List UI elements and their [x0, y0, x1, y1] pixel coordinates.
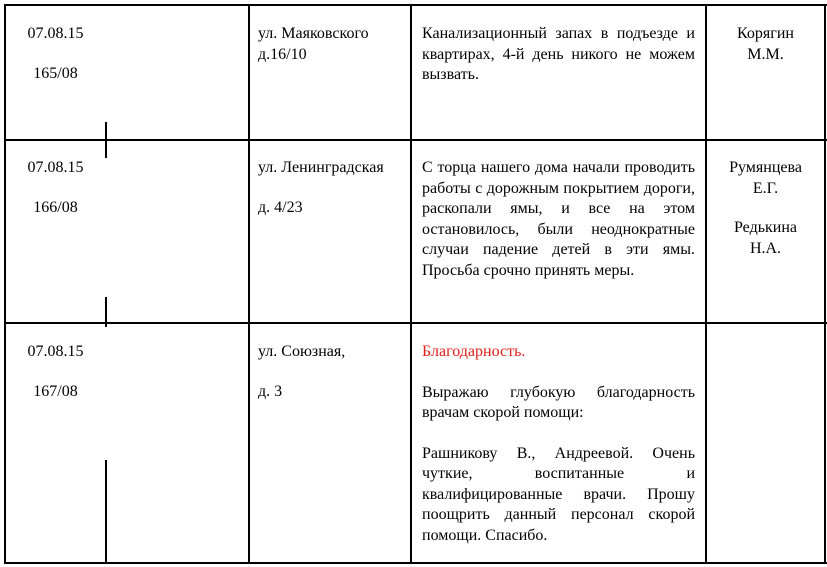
- message-cell: С торца нашего дома начали проводить работы с дорожным покрытием дороги, раскопали ямы, и все на этом остановилось, были неоднократные случаи падение детей в эти ямы. Просьба срочно принять меры.: [422, 159, 695, 279]
- table-row: [6, 24, 105, 84]
- column-divider: [105, 297, 107, 327]
- column-divider: [705, 4, 707, 564]
- column-divider: [105, 122, 107, 158]
- number-cell: 167/08: [33, 382, 78, 400]
- thanks-title: Благодарность.: [422, 343, 526, 360]
- column-divider: [410, 4, 412, 564]
- date-cell: 07.08.15: [27, 25, 84, 42]
- message-cell: Канализационный запах в подъезде и квартирах, 4-й день никого не можем вызвать.: [422, 25, 695, 83]
- message-cell: Благодарность. Выражаю глубокую благодарность врачам скорой помощи: Рашникову В., Андреевой. Очень чуткие, воспитанные и квалифицированные врачи. Прошу поощрить данный персонал скорой помощи. Спасибо.: [422, 343, 695, 544]
- author-cell: Румянцева Е.Г. Редькина Н.А.: [729, 159, 802, 257]
- table-row: [6, 158, 105, 218]
- table-border-bottom: [4, 562, 827, 564]
- table-border-left: [4, 4, 6, 564]
- address-cell: ул. Союзная, д. 3: [258, 343, 346, 400]
- author-cell: Корягин М.М.: [737, 25, 794, 63]
- table-border-top: [4, 4, 827, 6]
- date-cell: 07.08.15: [27, 343, 84, 360]
- number-cell: 166/08: [33, 198, 78, 216]
- address-cell: ул. Ленинградская д. 4/23: [258, 159, 384, 216]
- number-cell: 165/08: [33, 64, 78, 82]
- date-cell: 07.08.15: [27, 159, 84, 176]
- column-divider: [248, 4, 250, 564]
- table-row: [6, 342, 105, 402]
- address-cell: ул. Маяковского д.16/10: [258, 25, 369, 63]
- column-divider: [105, 460, 107, 564]
- row-divider: [4, 139, 827, 141]
- table-border-right: [824, 4, 826, 564]
- row-divider: [4, 322, 827, 324]
